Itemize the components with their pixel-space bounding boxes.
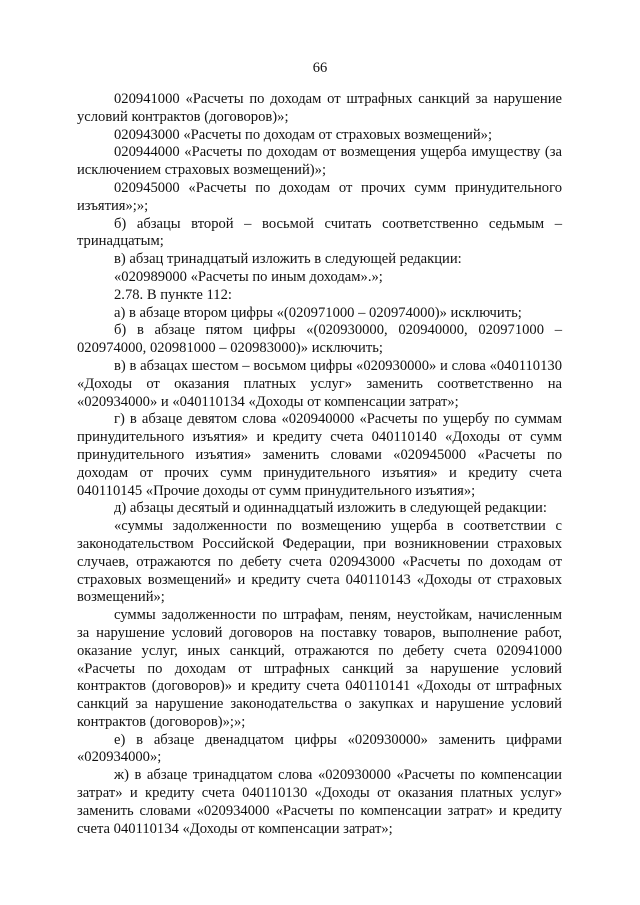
paragraph: в) в абзацах шестом – восьмом цифры «020930000» и слова «040110130 «Доходы от оказания платных услуг» заменить соответственно на «020934000» и «040110134 «Доходы от компенсации затрат»; [77, 357, 562, 410]
paragraph: 2.78. В пункте 112: [114, 286, 232, 303]
paragraph: 020943000 «Расчеты по доходам от страховых возмещений»; [114, 126, 493, 143]
paragraph: а) в абзаце втором цифры «(020971000 – 020974000)» исключить; [114, 304, 522, 321]
paragraph: 020945000 «Расчеты по доходам от прочих сумм принудительного изъятия»;»; [77, 179, 562, 214]
paragraph: г) в абзаце девятом слова «020940000 «Расчеты по ущербу по суммам принудительного изъятия» и кредиту счета 040110140 «Доходы от сумм принудительного изъятия» заменить словами «020945000 «Расчеты по доходам от прочих сумм принудительного изъятия» и кредиту счета 040110145 «Прочие доходы от сумм принудительного изъятия»; [77, 411, 562, 499]
paragraph: е) в абзаце двенадцатом цифры «020930000» заменить цифрами «020934000»; [77, 731, 562, 766]
paragraph: 020944000 «Расчеты по доходам от возмещения ущерба имуществу (за исключением страховых возмещений)»; [77, 144, 562, 179]
paragraph: суммы задолженности по штрафам, пеням, неустойкам, начисленным за нарушение условий договоров на поставку товаров, выполнение работ, оказание услуг, иных санкций, отражаются по дебету счета 020941000 «Расчеты по доходам от штрафных санкций за нарушение условий контрактов (договоров)» и кредиту счета 040110141 «Доходы от штрафных санкций за нарушение законодательства о закупках и нарушение условий контрактов (договоров)»;»; [77, 607, 562, 730]
paragraph: д) абзацы десятый и одиннадцатый изложить в следующей редакции: [114, 500, 547, 517]
paragraph: ж) в абзаце тринадцатом слова «020930000 «Расчеты по компенсации затрат» и кредиту счета 040110130 «Доходы от оказания платных услуг» заменить словами «020934000 «Расчеты по компенсации затрат» и кредиту счета 040110134 «Доходы от компенсации затрат»; [77, 767, 562, 837]
paragraph: «суммы задолженности по возмещению ущерба в соответствии с законодательством Российской Федерации, при возникновении страховых случаев, отражаются по дебету счета 020943000 «Расчеты по доходам от страховых возмещений» и кредиту счета 040110143 «Доходы от страховых возмещений»; [77, 518, 562, 606]
paragraph: б) в абзаце пятом цифры «(020930000, 020940000, 020971000 – 020974000, 020981000 – 020983000)» исключить; [77, 322, 562, 357]
page-number: 66 [312, 60, 328, 76]
document-body [77, 91, 562, 838]
paragraph: б) абзацы второй – восьмой считать соответственно седьмым – тринадцатым; [77, 215, 562, 250]
paragraph: «020989000 «Расчеты по иным доходам».»; [114, 268, 383, 285]
paragraph: в) абзац тринадцатый изложить в следующей редакции: [114, 251, 462, 268]
paragraph: 020941000 «Расчеты по доходам от штрафных санкций за нарушение условий контрактов (договоров)»; [77, 91, 562, 125]
